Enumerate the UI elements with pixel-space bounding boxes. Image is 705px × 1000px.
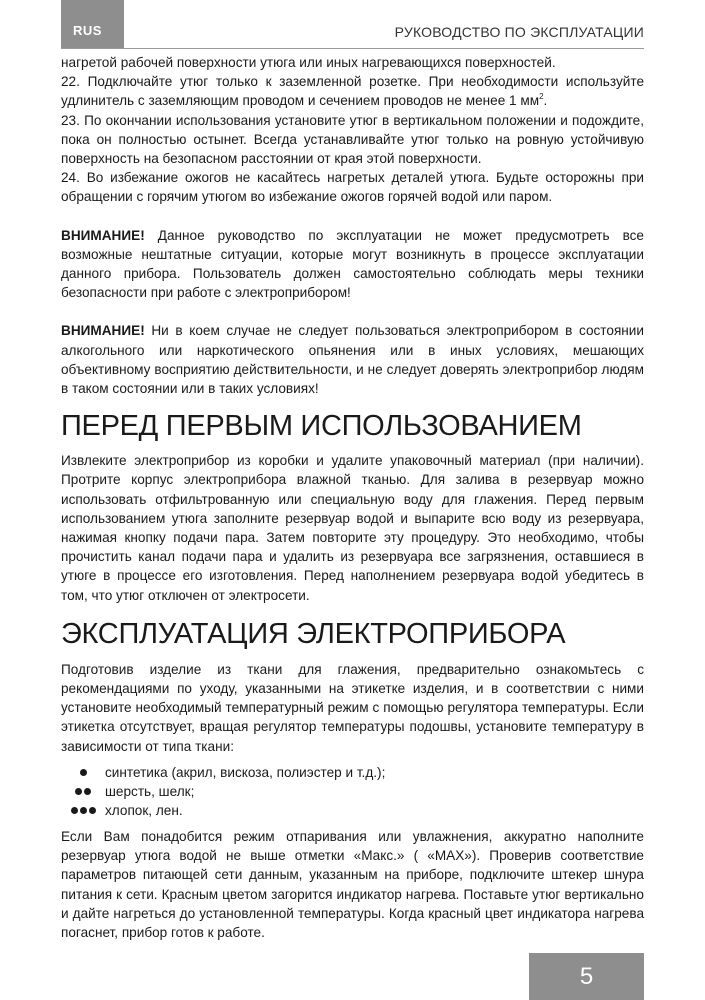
warning-label: ВНИМАНИЕ! [61,323,145,339]
safety-item-22-text: 22. Подключайте утюг только к заземленной розетке. При необходимости используйте удлинитель с заземляющим проводом и сечением проводов не менее 1 мм [61,74,644,109]
safety-item-23: 23. По окончании использования установите утюг в вертикальном положении и подождите, пока он полностью остынет. Всегда устанавливайте утюг только на ровную устойчивую поверхность на безопасном расстоянии от края этой поверхности. [61,112,644,167]
fabric-label: шерсть, шелк; [105,783,195,799]
operation-intro: Подготовив изделие из ткани для глажения, предварительно ознакомьтесь с рекомендациями по уходу, указанными на этикетке изделия, и в соответствии с ними установите необходимый температурный режим с помощью регулятора температуры. Если этикетка отсутствует, вращая регулятор температуры подошвы, установите температуру в зависимости от типа ткани: [61,661,644,754]
temperature-dots-icon [61,769,105,776]
safety-item-24: 24. Во избежание ожогов не касайтесь нагретых деталей утюга. Будьте осторожны при обращении с горячим утюгом во избежание ожогов горячей водой или паром. [61,170,644,205]
list-item [61,782,644,801]
safety-item-22-end: . [543,93,548,109]
header-divider [61,48,644,49]
list-item [61,763,644,782]
first-use-text: Извлеките электроприбор из коробки и удалите упаковочный материал (при наличии). Протрите корпус электроприбора влажной тканью. Для залива в резервуар можно использовать отфильтрованную или специальную воду для глажения. Перед первым использованием утюга заполните резервуар водой и выпарите всю воду из резервуара, нажимая кнопку подачи пара. Затем повторите эту процедуру. Это необходимо, чтобы прочистить канал подачи пара и удалить из резервуара все загрязнения, оставшиеся в утюге в процессе его изготовления. Перед наполнением резервуара водой убедитесь в том, что утюг отключен от электросети. [61,453,644,603]
superscript: 2 [539,92,544,102]
fabric-label: синтетика (акрил, вискоза, полиэстер и т.д.); [105,764,386,780]
warning-paragraph-2 [61,321,644,398]
temperature-dots-icon [61,788,105,795]
warning-paragraph-1 [61,226,644,303]
warning-text: Данное руководство по эксплуатации не может предусмотреть все возможные нештатные ситуации, которые могут возникнуть в процессе эксплуатации данного прибора. Пользователь должен самостоятельно соблюдать меры техники безопасности при работе с электроприбором! [61,227,644,301]
page-number-box [529,953,644,1000]
warning-label: ВНИМАНИЕ! [61,227,145,243]
language-label: RUS [73,23,102,38]
safety-item-22 [61,72,644,110]
language-tab [61,0,124,48]
section-heading-operation: ЭКСПЛУАТАЦИЯ ЭЛЕКТРОПРИБОРА [61,617,566,650]
section-heading-first-use: ПЕРЕД ПЕРВЫМ ИСПОЛЬЗОВАНИЕМ [61,410,582,443]
manual-title: РУКОВОДСТВО ПО ЭКСПЛУАТАЦИИ [394,24,644,40]
page-number: 5 [579,962,594,990]
temperature-dots-icon [61,807,105,814]
fabric-temperature-list [61,763,644,820]
safety-item-21-continued: нагретой рабочей поверхности утюга или иных нагревающихся поверхностей. [61,55,556,70]
operation-text: Если Вам понадобится режим отпаривания или увлажнения, аккуратно наполните резервуар утюга водой не выше отметки «Макс.» ( «MAX»). Проверив соответствие параметров питающей сети данным, указанным на приборе, подключите штекер шнура питания к сети. Красным цветом загорится индикатор нагрева. Поставьте утюг вертикально и дайте нагреться до установленной температуры. Когда красный цвет индикатора нагрева погаснет, прибор готов к работе. [61,828,644,940]
fabric-label: хлопок, лен. [105,802,183,818]
list-item [61,801,644,820]
warning-text: Ни в коем случае не следует пользоваться электроприбором в состоянии алкогольного или наркотического опьянения или в иных условиях, мешающих объективному восприятию действительности, и не следует доверять электроприбор людям в таком состоянии или в таких условиях! [61,323,644,397]
page-content [61,53,644,942]
